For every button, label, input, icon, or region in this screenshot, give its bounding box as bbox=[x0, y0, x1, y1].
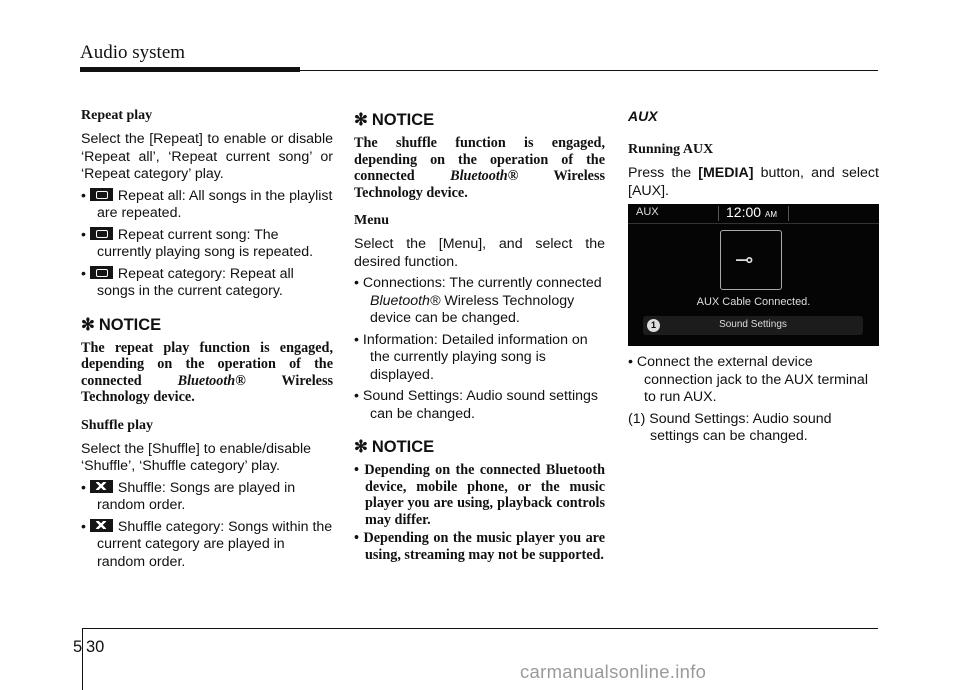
repeat-list bbox=[81, 188, 333, 301]
star-icon: ✻ bbox=[81, 315, 95, 334]
shuffle-icon bbox=[90, 480, 113, 493]
list-item: • Repeat all: All songs in the playlist are repeated. bbox=[81, 187, 333, 221]
page-header-title: Audio system bbox=[80, 42, 186, 63]
screen-clock: 12:00 AM bbox=[726, 204, 778, 220]
footer-rule bbox=[82, 628, 878, 629]
repeat-one-icon bbox=[90, 227, 113, 240]
shuffle-category-icon bbox=[90, 519, 113, 532]
list-item: • Depending on the music player you are using, streaming may not be supported. bbox=[354, 530, 606, 563]
aux-cable-box bbox=[720, 230, 782, 290]
header-rule-thick bbox=[80, 67, 300, 72]
aux-plug-icon: ⊸ bbox=[735, 247, 754, 272]
list-item: • Shuffle: Songs are played in random order. bbox=[81, 479, 296, 513]
list-item: (1) Sound Settings: Audio sound settings can be changed. bbox=[628, 410, 832, 444]
aux-section-title: AUX bbox=[628, 108, 658, 124]
star-icon: ✻ bbox=[354, 111, 368, 129]
notice-heading: ✻ NOTICE bbox=[81, 315, 162, 334]
list-item: • Shuffle category: Songs within the current category are played in random order. bbox=[81, 518, 333, 570]
list-item: • Sound Settings: Audio sound settings can be changed. bbox=[354, 388, 598, 422]
notice-body: The repeat play function is engaged, depending on the operation of the connected Bluetooth® Wireless Technology device. bbox=[81, 339, 333, 405]
menu-intro: Select the [Menu], and select the desired function. bbox=[354, 236, 605, 270]
list-item: • Connect the external device connection jack to the AUX terminal to run AUX. bbox=[628, 354, 868, 405]
aux-numbered-list bbox=[628, 411, 879, 446]
aux-bullet-list bbox=[628, 354, 879, 407]
watermark: carmanualsonline.info bbox=[520, 661, 707, 682]
notice-body: The shuffle function is engaged, depending on the operation of the connected Bluetooth® Wireless Technology device. bbox=[354, 135, 605, 201]
chapter-number: 5 bbox=[73, 638, 83, 656]
column-2 bbox=[354, 108, 605, 565]
list-item: • Repeat category: Repeat all songs in the current category. bbox=[81, 265, 294, 299]
screen-message: AUX Cable Connected. bbox=[696, 296, 811, 308]
repeat-intro: Select the [Repeat] to enable or disable ‘Repeat all’, ‘Repeat current song’ or ‘Repeat category’ play. bbox=[81, 131, 333, 182]
list-item: • Repeat current song: The currently playing song is repeated. bbox=[81, 226, 314, 260]
shuffle-play-heading: Shuffle play bbox=[81, 417, 153, 433]
header-rule-thin bbox=[300, 70, 878, 71]
repeat-category-icon bbox=[90, 266, 113, 279]
notice-heading: ✻ NOTICE bbox=[354, 111, 435, 129]
star-icon: ✻ bbox=[354, 438, 368, 456]
screen-source-label: AUX bbox=[636, 206, 659, 218]
notice-list bbox=[354, 462, 605, 563]
callout-number: 1 bbox=[647, 319, 660, 332]
page-number: 30 bbox=[86, 638, 105, 656]
menu-list bbox=[354, 275, 605, 423]
column-3 bbox=[628, 108, 879, 449]
list-item: • Depending on the connected Bluetooth device, mobile phone, or the music player you are using, playback controls may differ. bbox=[354, 462, 606, 528]
sound-settings-button: 1 Sound Settings bbox=[643, 316, 863, 335]
running-aux-heading: Running AUX bbox=[628, 142, 714, 157]
aux-screen-image bbox=[628, 204, 879, 346]
list-item: • Information: Detailed information on the currently playing song is displayed. bbox=[354, 331, 588, 383]
notice-heading: ✻ NOTICE bbox=[354, 438, 435, 456]
column-1 bbox=[81, 108, 333, 575]
menu-heading: Menu bbox=[354, 213, 389, 228]
press-instruction: Press the [MEDIA] button, and select [AUX]. bbox=[628, 165, 879, 199]
shuffle-intro: Select the [Shuffle] to enable/disable ‘Shuffle’, ‘Shuffle category’ play. bbox=[81, 440, 312, 474]
repeat-play-heading: Repeat play bbox=[81, 108, 153, 123]
repeat-all-icon bbox=[90, 188, 113, 201]
shuffle-list bbox=[81, 480, 333, 572]
list-item: • Connections: The currently connected Bluetooth® Wireless Technology device can be changed. bbox=[354, 275, 602, 326]
